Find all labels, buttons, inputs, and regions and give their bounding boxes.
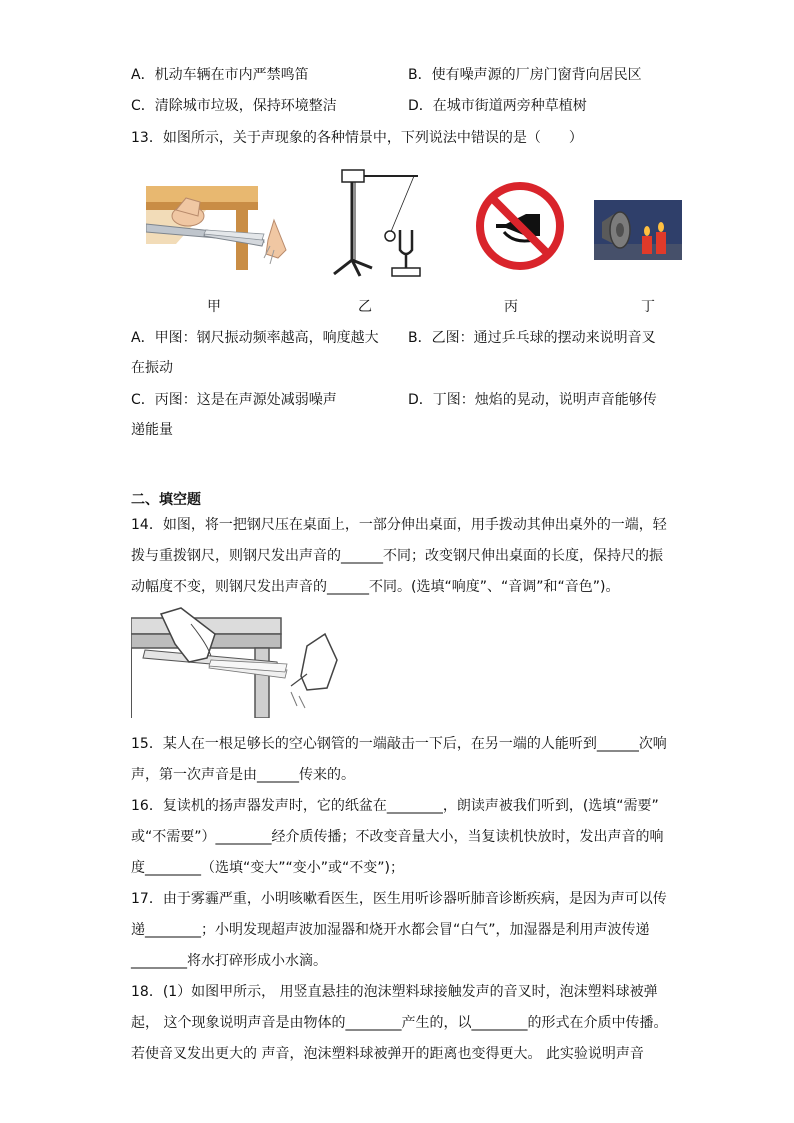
q14-line-3: 动幅度不变，则钢尺发出声音的______不同。(选填“响度”、“音调”和“音色”)。 [131,579,620,595]
q16-line-3: 度________（选填“变大”“变小”或“不变”)； [131,860,404,876]
q17-line-1: 17．由于雾霾严重，小明咳嗽看医生，医生用听诊器听肺音诊断疾病，是因为声可以传 [131,891,667,907]
q15-line-1: 15．某人在一根足够长的空心钢管的一端敲击一下后，在另一端的人能听到______次响 [131,736,667,752]
q14-ruler-figure-image [131,604,347,718]
q12-option-d: D．在城市街道两旁种草植树 [408,98,587,114]
q13-option-d-cont: 递能量 [131,422,173,438]
q18-line-1: 18．(1）如图甲所示， 用竖直悬挂的泡沫塑料球接触发声的音叉时，泡沫塑料球被弹 [131,984,658,1000]
figure-yi-tuning-fork-image [326,164,436,282]
q13-option-b-cont: 在振动 [131,360,173,376]
q15-line-2: 声，第一次声音是由______传来的。 [131,767,355,783]
q18-line-2: 起， 这个现象说明声音是由物体的________产生的，以________的形式在介质中传播。 [131,1015,668,1031]
q14-line-1: 14．如图，将一把钢尺压在桌面上，一部分伸出桌面，用手拨动其伸出桌外的一端，轻 [131,517,667,533]
caption-ding: 丁 [641,299,655,315]
q17-line-3: ________将水打碎形成小水滴。 [131,953,327,969]
q16-line-1: 16．复读机的扬声器发声时，它的纸盆在________，朗读声被我们听到，(选填“需要” [131,798,659,814]
q13-stem: 13．如图所示，关于声现象的各种情景中，下列说法中错误的是（ ） [131,130,583,146]
q12-option-c: C．清除城市垃圾，保持环境整洁 [131,98,337,114]
caption-yi: 乙 [358,299,372,315]
q18-line-3: 若使音叉发出更大的 声音，泡沫塑料球被弹开的距离也变得更大。 此实验说明声音 [131,1046,644,1062]
q16-line-2: 或“不需要”）________经介质传播；不改变音量大小，当复读机快放时，发出声音的响 [131,829,664,845]
q13-option-b: B．乙图：通过乒乓球的摆动来说明音叉 [408,330,656,346]
q12-option-a: A．机动车辆在市内严禁鸣笛 [131,67,309,83]
q13-option-a: A．甲图：钢尺振动频率越高，响度越大 [131,330,379,346]
caption-jia: 甲 [207,299,221,315]
caption-bing: 丙 [504,299,518,315]
q14-line-2: 拨与重拨钢尺，则钢尺发出声音的______不同；改变钢尺伸出桌面的长度，保持尺的振 [131,548,663,564]
figure-ding-speaker-candle-image [594,200,682,260]
q12-option-b: B．使有噪声源的厂房门窗背向居民区 [408,67,642,83]
q13-option-d: D．丁图：烛焰的晃动，说明声音能够传 [408,392,657,408]
q17-line-2: 递________；小明发现超声波加湿器和烧开水都会冒“白气”，加湿器是利用声波传递 [131,922,650,938]
q13-option-c: C．丙图：这是在声源处减弱噪声 [131,392,337,408]
figure-bing-no-horn-sign-image [474,180,566,272]
figure-jia-ruler-image [146,180,296,274]
section-title: 二、填空题 [131,492,201,508]
